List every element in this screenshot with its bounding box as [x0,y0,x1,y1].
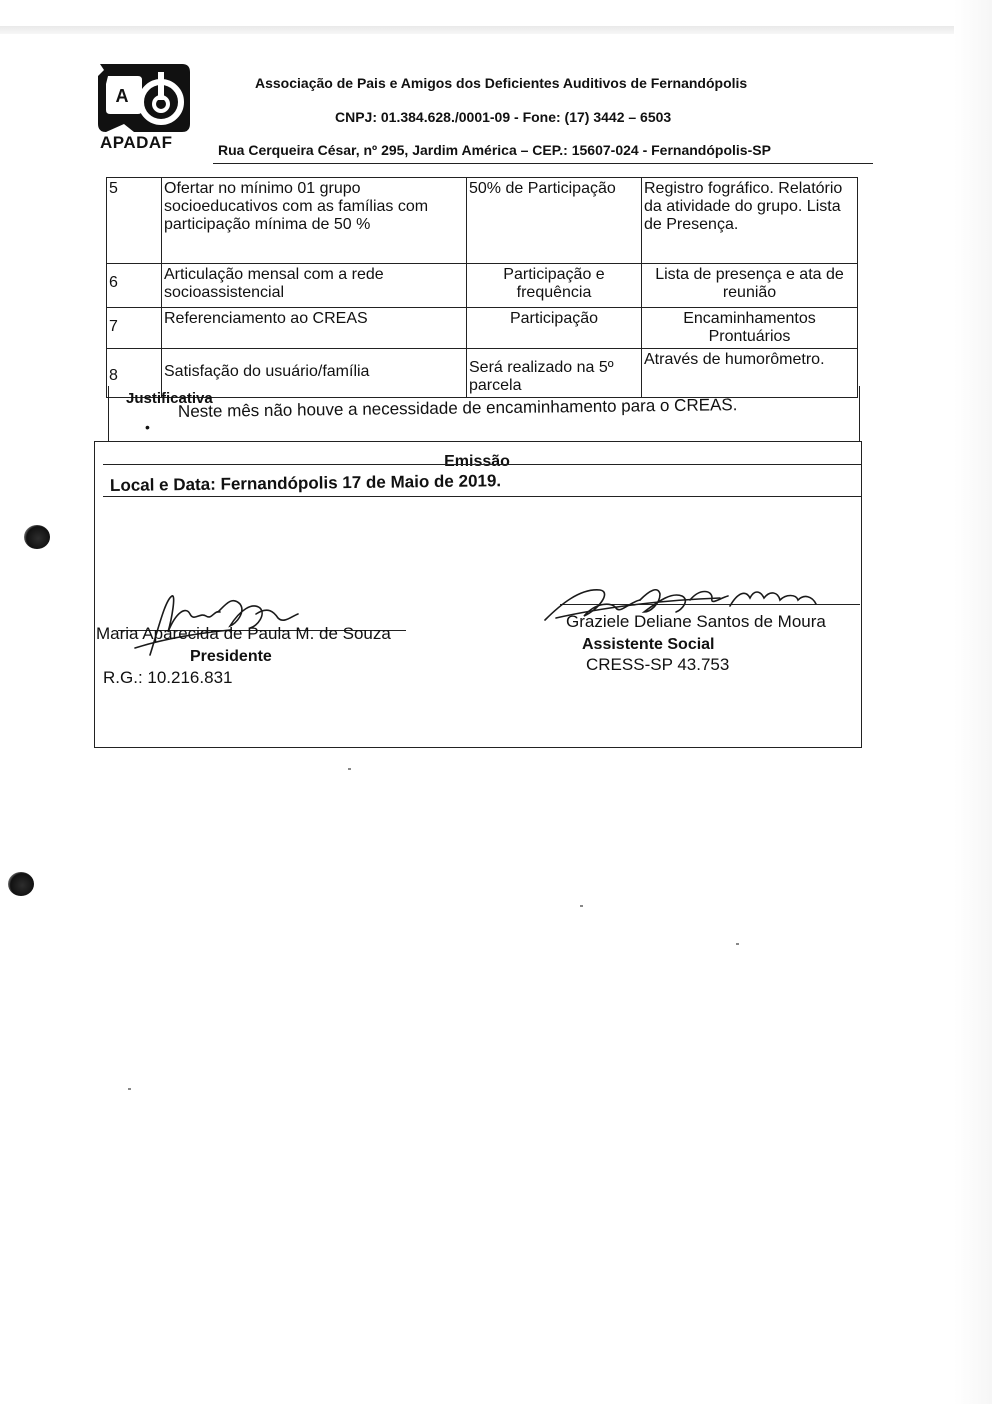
signatory2-id: CRESS-SP 43.753 [586,655,730,674]
row-action: Satisfação do usuário/família [162,349,467,398]
scan-speck [348,768,351,770]
emission-divider [103,464,861,465]
header-rule [213,163,873,164]
local-date: Local e Data: Fernandópolis 17 de Maio de 2019. [109,471,502,495]
signatory1-role: Presidente [190,648,272,665]
apadaf-logo [94,62,192,162]
row-indicator: Será realizado na 5º parcela [467,349,642,398]
row-action: Articulação mensal com a rede socioassistencial [162,264,467,308]
signatory1-id: R.G.: 10.216.831 [103,668,233,687]
row-indicator: Participação [467,308,642,349]
org-name: Associação de Pais e Amigos dos Deficientes Auditivos de Fernandópolis [255,75,748,91]
row-action: Referenciamento ao CREAS [162,308,467,349]
logo-text: APADAF [100,133,173,152]
signatory1-name: Maria Aparecida de Paula M. de Souza [96,624,391,643]
row-verification: Através de humorômetro. [642,349,858,398]
scan-speck [736,943,739,945]
row-number: 7 [107,308,162,349]
table-row [107,308,858,349]
row-verification: Lista de presença e ata de reunião [642,264,858,308]
row-indicator: Participação e frequência [467,264,642,308]
row-number: 6 [107,264,162,308]
signatory2-name: Graziele Deliane Santos de Moura [566,612,826,631]
signature-line [560,604,860,605]
row-indicator: 50% de Participação [467,178,642,264]
scan-edge-top [0,26,992,34]
punch-hole [8,872,34,896]
signatory2-role: Assistente Social [582,636,715,653]
row-number: 5 [107,178,162,264]
bullet-icon: • [145,419,150,435]
address: Rua Cerqueira César, nº 295, Jardim América – CEP.: 15607-024 - Fernandópolis-SP [218,142,771,158]
row-action: Ofertar no mínimo 01 grupo socioeducativos com as famílias com participação mínima de 50 % [162,178,467,264]
scan-speck [580,905,583,907]
activities-table [106,177,858,398]
punch-hole [24,525,50,549]
justification-title: Justificativa [126,390,213,407]
table-row [107,264,858,308]
scan-edge-right [954,0,992,1404]
scan-speck [128,1088,131,1090]
justification-text: Neste mês não houve a necessidade de encaminhamento para o CREAS. [177,395,738,421]
emission-divider [103,496,861,497]
cnpj-phone: CNPJ: 01.384.628./0001-09 - Fone: (17) 3442 – 6503 [335,109,672,125]
emission-title: Emissão [444,453,510,470]
table-row [107,178,858,264]
row-verification: Encaminhamentos Prontuários [642,308,858,349]
logo-mark: A [115,86,129,106]
row-number: 8 [107,349,162,398]
row-verification: Registro fográfico. Relatório da atividade do grupo. Lista de Presença. [642,178,858,264]
